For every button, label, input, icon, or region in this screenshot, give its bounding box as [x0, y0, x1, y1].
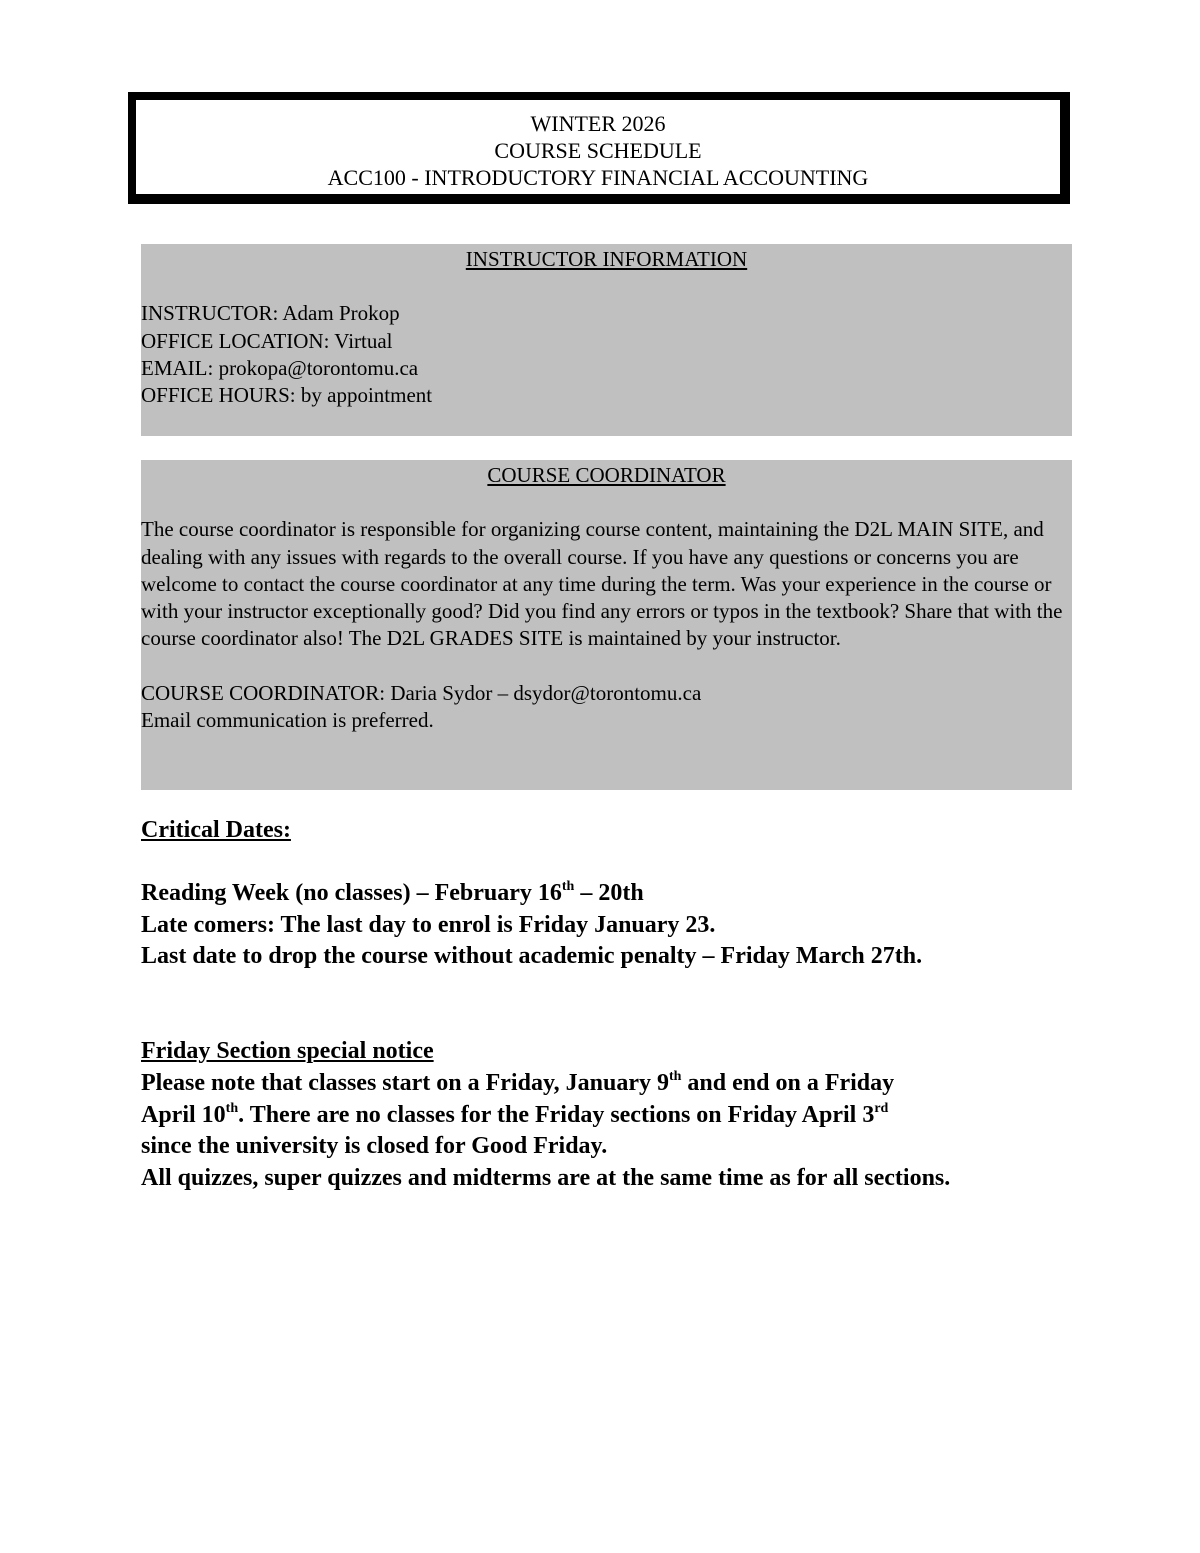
- schedule-title: COURSE SCHEDULE: [494, 138, 702, 163]
- ordinal-suffix: th: [225, 1100, 239, 1116]
- friday-notice-body: [141, 1068, 1081, 1194]
- instructor-info-heading: INSTRUCTOR INFORMATION: [465, 247, 748, 271]
- classes-start-text: Please note that classes start on a Friday, January 9: [141, 1070, 669, 1096]
- ordinal-suffix: rd: [874, 1100, 889, 1116]
- email-preference: Email communication is preferred.: [141, 707, 434, 732]
- coordinator-description: The course coordinator is responsible for organizing course content, maintaining the D2L MAIN SITE, and dealing with any issues with regards to the overall course. If you have any questions or concerns you are welcome to contact the course coordinator at any time during the term. Was your experience in the course or with your instructor exceptionally good? Did you find any errors or typos in the textbook? Share that with the course coordinator also! The D2L GRADES SITE is maintained by your instructor.: [141, 517, 1063, 651]
- title-box: [128, 92, 1070, 204]
- classes-end-text: and end on a Friday: [681, 1070, 895, 1096]
- late-comers-line: Late comers: The last day to enrol is Friday January 23.: [141, 911, 716, 938]
- critical-dates-heading: Critical Dates:: [141, 817, 291, 843]
- course-coordinator-heading: COURSE COORDINATOR: [487, 463, 726, 487]
- no-classes-text: . There are no classes for the Friday sections on Friday April 3: [238, 1101, 875, 1128]
- ordinal-suffix: th: [668, 1069, 682, 1084]
- course-title: ACC100 - INTRODUCTORY FINANCIAL ACCOUNTING: [327, 165, 869, 190]
- friday-notice-heading: Friday Section special notice: [141, 1038, 434, 1064]
- office-location: OFFICE LOCATION: Virtual: [141, 328, 393, 353]
- critical-dates-list: [141, 878, 1081, 973]
- friday-notice-line-1: [141, 1068, 1081, 1100]
- friday-notice-line-4: All quizzes, super quizzes and midterms are at the same time as for all sections.: [141, 1164, 951, 1191]
- coordinator-contact: COURSE COORDINATOR: Daria Sydor – dsydor@torontomu.ca: [141, 680, 702, 705]
- ordinal-suffix: th: [561, 879, 575, 894]
- course-coordinator-panel: [141, 460, 1072, 790]
- reading-week-line: [141, 878, 1081, 910]
- friday-notice-line-2: [141, 1100, 1081, 1132]
- last-drop-date-line: Last date to drop the course without academic penalty – Friday March 27th.: [141, 943, 923, 970]
- instructor-info-panel: [141, 244, 1072, 436]
- friday-notice-line-3: since the university is closed for Good Friday.: [141, 1133, 608, 1160]
- reading-week-end: – 20th: [574, 880, 644, 906]
- spacer: [141, 489, 1072, 516]
- end-date-text: April 10: [141, 1101, 226, 1128]
- term-title: WINTER 2026: [530, 111, 666, 136]
- spacer: [141, 273, 1072, 300]
- instructor-email: EMAIL: prokopa@torontomu.ca: [141, 355, 419, 380]
- office-hours: OFFICE HOURS: by appointment: [141, 383, 433, 407]
- instructor-name: INSTRUCTOR: Adam Prokop: [141, 301, 400, 326]
- spacer: [141, 652, 1072, 679]
- reading-week-text: Reading Week (no classes) – February 16: [141, 880, 562, 906]
